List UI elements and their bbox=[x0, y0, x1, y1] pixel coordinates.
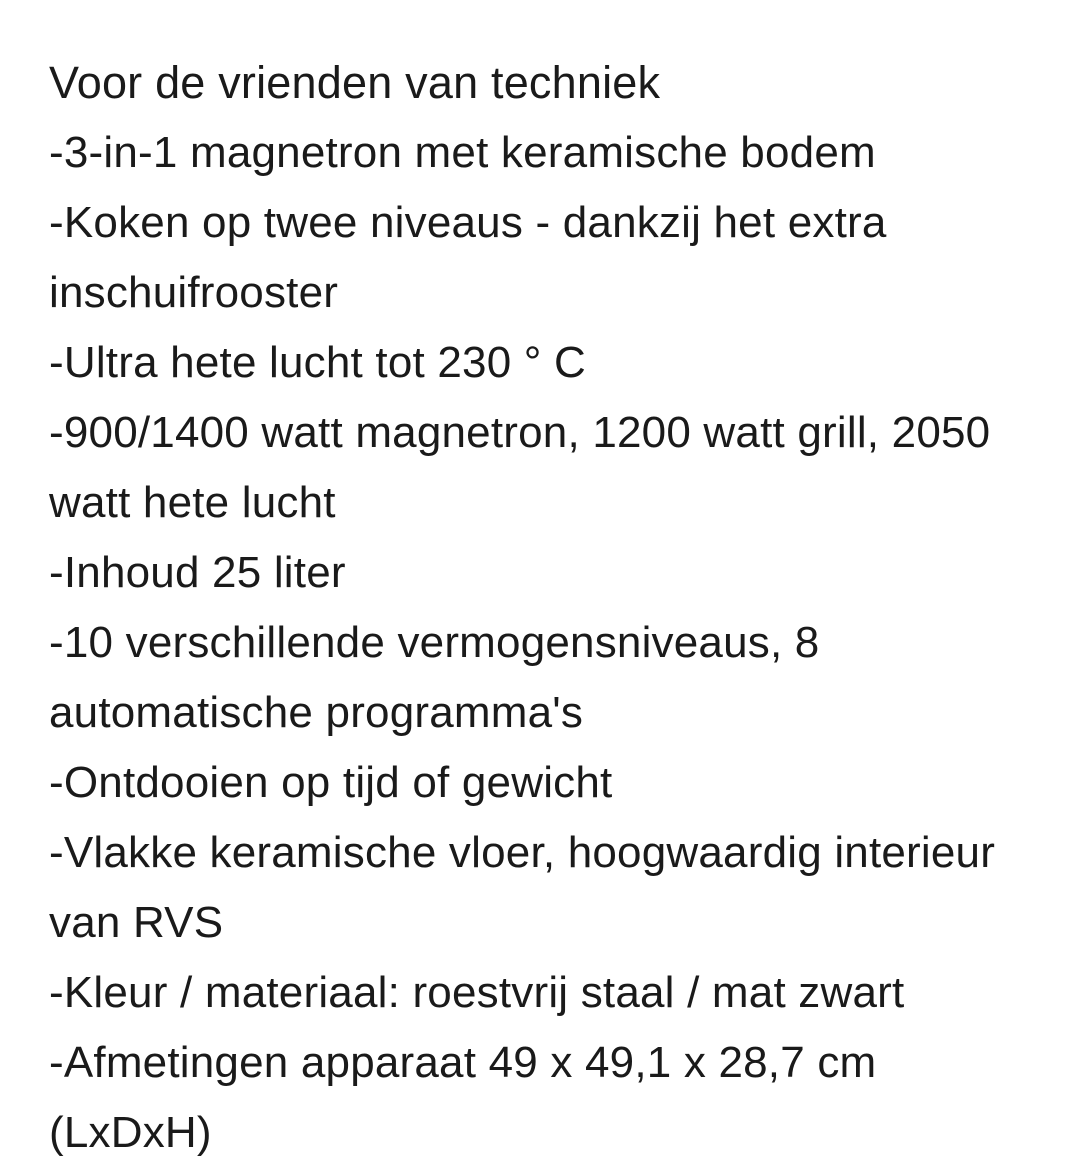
feature-item: -Ontdooien op tijd of gewicht bbox=[49, 758, 613, 807]
product-description bbox=[49, 48, 1049, 1168]
feature-item: -Vlakke keramische vloer, hoogwaardig interieur van RVS bbox=[49, 828, 996, 947]
feature-item: -900/1400 watt magnetron, 1200 watt grill, 2050 watt hete lucht bbox=[49, 408, 991, 527]
feature-list bbox=[49, 118, 1049, 1168]
feature-item: -Afmetingen apparaat 49 x 49,1 x 28,7 cm (LxDxH) bbox=[49, 1038, 877, 1157]
feature-item: -Koken op twee niveaus - dankzij het extra inschuifrooster bbox=[49, 198, 887, 317]
feature-item: -Ultra hete lucht tot 230 ° C bbox=[49, 338, 586, 387]
feature-item: -10 verschillende vermogensniveaus, 8 automatische programma's bbox=[49, 618, 820, 737]
feature-item: -Kleur / materiaal: roestvrij staal / mat zwart bbox=[49, 968, 905, 1017]
description-title: Voor de vrienden van techniek bbox=[49, 57, 661, 108]
feature-item: -Inhoud 25 liter bbox=[49, 548, 346, 597]
feature-item: -3-in-1 magnetron met keramische bodem bbox=[49, 128, 876, 177]
